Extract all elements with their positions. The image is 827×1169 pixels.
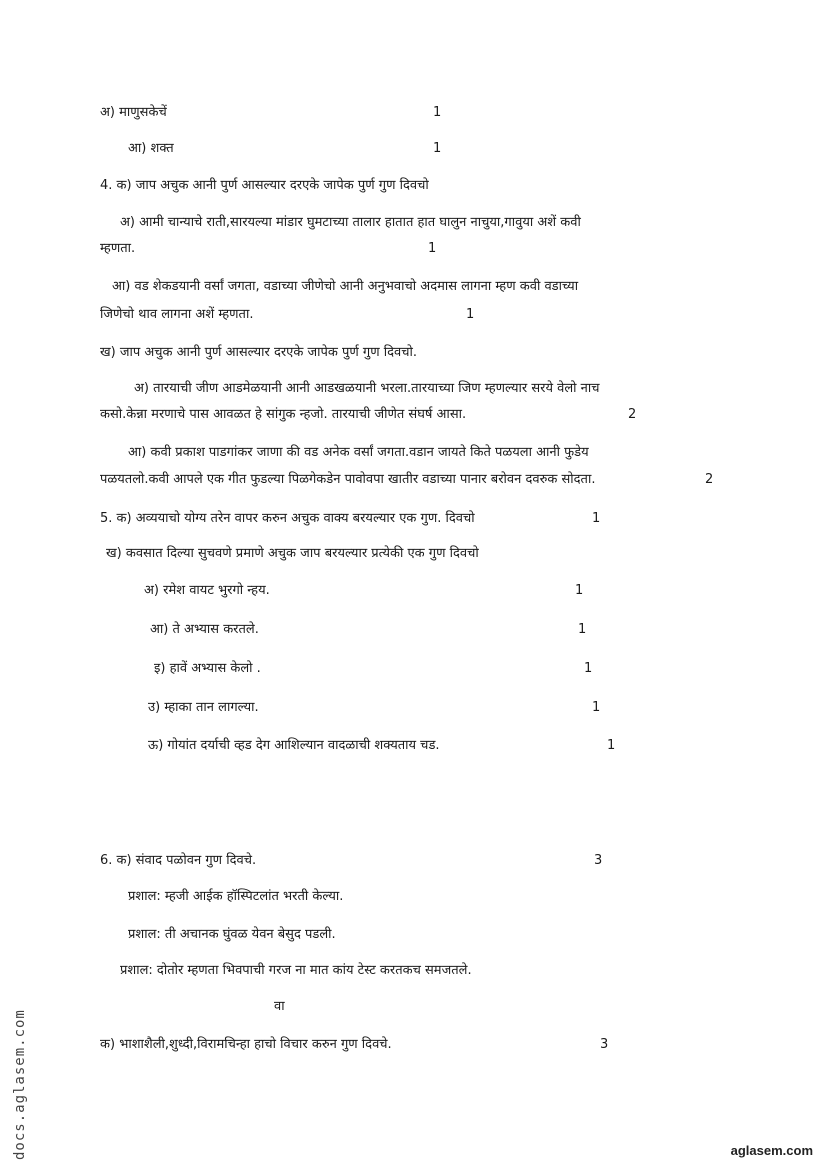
line-text: म्हणता. — [100, 241, 136, 256]
line-mark: 3 — [600, 1037, 609, 1052]
line-text: ख) कवसात दिल्या सुचवणे प्रमाणे अचुक जाप बरयल्यार प्रत्येकी एक गुण दिवचो — [106, 546, 479, 561]
line-text: क) भाशाशैली,शुध्दी,विरामचिन्हा हाचो विचार करुन गुण दिवचे. — [100, 1037, 392, 1052]
side-watermark: docs.aglasem.com — [12, 1009, 28, 1160]
line-text: उ) म्हाका तान लागल्या. — [148, 700, 259, 715]
line-mark: 1 — [466, 307, 475, 322]
line-text: 4. क) जाप अचुक आनी पुर्ण आसल्यार दरएके जापेक पुर्ण गुण दिवचो — [100, 178, 429, 193]
line-text: अ) माणुसकेचें — [100, 105, 167, 120]
line-text: इ) हावें अभ्यास केलो . — [154, 661, 261, 676]
line-text: प्रशाल: ती अचानक घुंवळ येवन बेसुद पडली. — [128, 927, 336, 942]
line-mark: 1 — [578, 622, 587, 637]
line-mark: 1 — [428, 241, 437, 256]
line-text: प्रशाल: म्हजी आईक हॉस्पिटलांत भरती केल्या. — [128, 889, 344, 904]
line-text: ख) जाप अचुक आनी पुर्ण आसल्यार दरएके जापेक पुर्ण गुण दिवचो. — [100, 345, 418, 360]
line-text: अ) आमी चान्याचे राती,सारयल्या मांडार घुमटाच्या तालार हातात हात घालुन नाचुया,गावुया अशें कवी — [120, 215, 581, 230]
line-text: अ) तारयाची जीण आडमेळयानी आनी आडखळयानी भरला.तारयाच्या जिण म्हणल्यार सरये वेलो नाच — [134, 381, 600, 396]
line-text: आ) ते अभ्यास करतले. — [150, 622, 259, 637]
line-mark: 1 — [607, 738, 616, 753]
line-mark: 1 — [584, 661, 593, 676]
line-text: ऊ) गोयांत दर्याची व्हड देग आशिल्यान वादळाची शक्यताय चड. — [148, 738, 440, 753]
line-mark: 3 — [594, 853, 603, 868]
line-text: कसो.केन्ना मरणाचे पास आवळत हे सांगुक न्हजो. तारयाची जीणेत संघर्ष आसा. — [100, 407, 467, 422]
line-text: 5. क) अव्ययाचो योग्य तरेन वापर करुन अचुक वाक्य बरयल्यार एक गुण. दिवचो — [100, 511, 475, 526]
footer-brand: aglasem.com — [730, 1143, 813, 1158]
line-text: वा — [274, 999, 285, 1014]
line-text: आ) कवी प्रकाश पाडगांकर जाणा की वड अनेक वर्सां जगता.वडान जायते किते पळयला आनी फुडेय — [128, 445, 589, 460]
line-mark: 1 — [433, 105, 442, 120]
line-text: आ) वड शेकडयानी वर्सां जगता, वडाच्या जीणेचो आनी अनुभवाचो अदमास लागना म्हण कवी वडाच्या — [112, 279, 579, 294]
line-text: आ) शक्त — [128, 141, 174, 156]
line-text: अ) रमेश वायट भुरगो न्हय. — [144, 583, 270, 598]
line-mark: 1 — [592, 511, 601, 526]
line-text: पळयतलो.कवी आपले एक गीत फुडल्या पिळगेकडेन पावोवपा खातीर वडाच्या पानार बरोवन दवरुक सोदता. — [100, 472, 596, 487]
line-text: 6. क) संवाद पळोवन गुण दिवचे. — [100, 853, 257, 868]
line-mark: 1 — [575, 583, 584, 598]
line-text: प्रशाल: दोतोर म्हणता भिवपाची गरज ना मात कांय टेस्ट करतकच समजतले. — [120, 963, 472, 978]
line-text: जिणेचो थाव लागना अशें म्हणता. — [100, 307, 254, 322]
line-mark: 2 — [628, 407, 637, 422]
line-mark: 1 — [592, 700, 601, 715]
line-mark: 1 — [433, 141, 442, 156]
line-mark: 2 — [705, 472, 714, 487]
